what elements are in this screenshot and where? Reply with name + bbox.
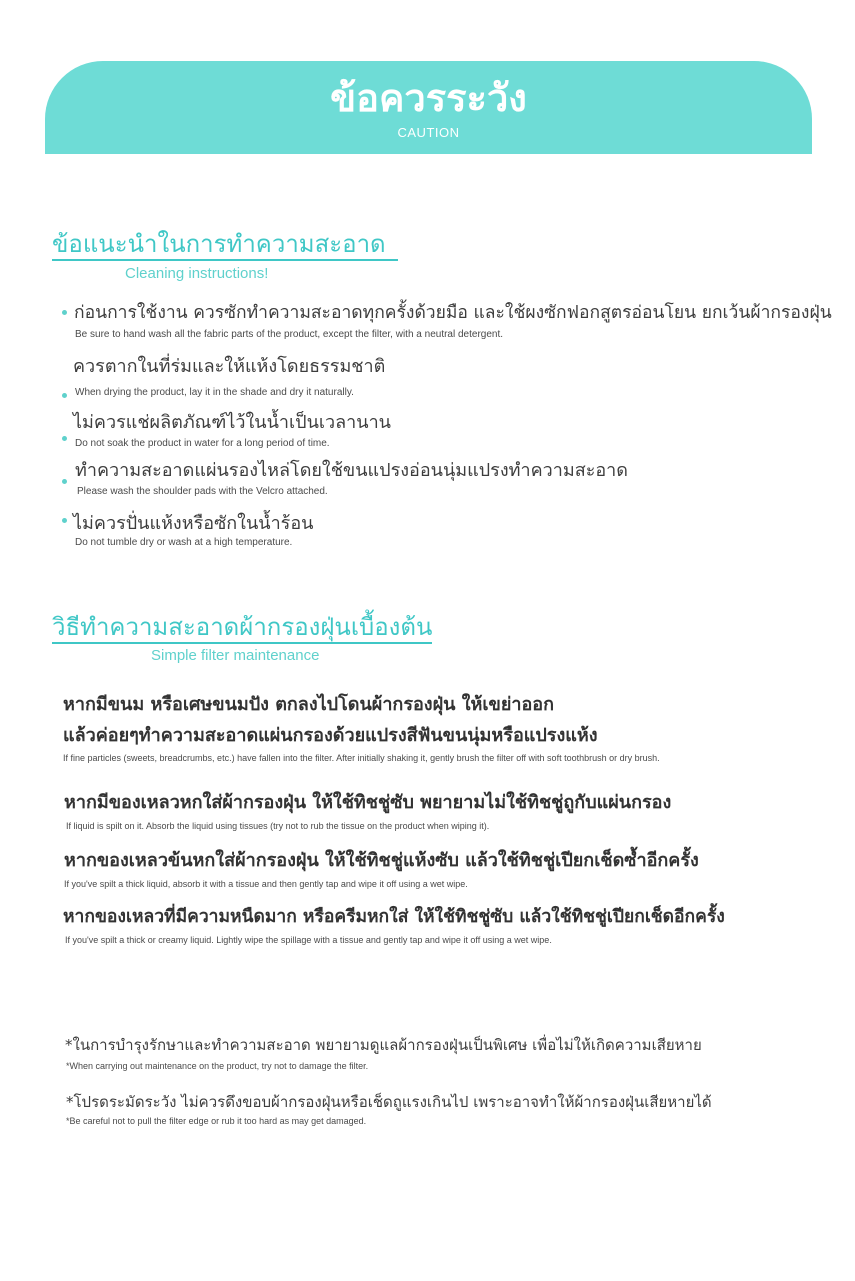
cleaning-item-th: ไม่ควรปั่นแห้งหรือซักในน้ำร้อน: [73, 513, 314, 534]
filter-item-th: หากมีของเหลวหกใส่ผ้ากรองฝุ่น ให้ใช้ทิชชู่ซับ พยายามไม่ใช้ทิชชู่ถูกับแผ่นกรอง: [64, 792, 672, 813]
cleaning-item-th: ไม่ควรแช่ผลิตภัณฑ์ไว้ในน้ำเป็นเวลานาน: [73, 412, 391, 433]
filter-heading: วิธีทำความสะอาดผ้ากรองฝุ่นเบื้องต้น: [52, 612, 432, 644]
note-th: *ในการบำรุงรักษาและทำความสะอาด พยายามดูแลผ้ากรองฝุ่นเป็นพิเศษ เพื่อไม่ให้เกิดความเสียหาย: [65, 1036, 702, 1054]
note-th: *โปรดระมัดระวัง ไม่ควรดึงขอบผ้ากรองฝุ่นหรือเช็ดถูแรงเกินไป เพราะอาจทำให้ผ้ากรองฝุ่นเสียหายได้: [66, 1093, 712, 1111]
cleaning-item-en: Please wash the shoulder pads with the Velcro attached.: [77, 486, 328, 497]
bullet-icon: [62, 436, 67, 441]
banner-subtitle: CAUTION: [397, 125, 460, 140]
cleaning-heading: ข้อแนะนำในการทำความสะอาด: [52, 229, 398, 261]
filter-item-en: If fine particles (sweets, breadcrumbs, etc.) have fallen into the filter. After initially shaking it, gently brush the filter off with soft toothbrush or dry brush.: [63, 753, 660, 763]
cleaning-item-en: Do not tumble dry or wash at a high temperature.: [75, 537, 293, 548]
filter-item-th: แล้วค่อยๆทำความสะอาดแผ่นกรองด้วยแปรงสีฟันขนนุ่มหรือแปรงแห้ง: [63, 725, 598, 746]
caution-banner: [45, 61, 812, 154]
filter-item-th: หากของเหลวที่มีความหนืดมาก หรือครีมหกใส่ ให้ใช้ทิชชู่ซับ แล้วใช้ทิชชู่เปียกเช็ดอีกครั้ง: [63, 907, 725, 927]
filter-item-th: หากของเหลวข้นหกใส่ผ้ากรองฝุ่น ให้ใช้ทิชชู่แห้งซับ แล้วใช้ทิชชู่เปียกเช็ดซ้ำอีกครั้ง: [64, 850, 699, 871]
bullet-icon: [62, 393, 67, 398]
note-en: *Be careful not to pull the filter edge or rub it too hard as may get damaged.: [66, 1116, 367, 1126]
cleaning-item-th: ทำความสะอาดแผ่นรองไหล่โดยใช้ขนแปรงอ่อนนุ่มแปรงทำความสะอาด: [75, 460, 628, 481]
cleaning-item-th: ควรตากในที่ร่มและให้แห้งโดยธรรมชาติ: [73, 356, 386, 377]
cleaning-item-en: Be sure to hand wash all the fabric parts of the product, except the filter, with a neutral detergent.: [75, 329, 504, 340]
banner-title: ข้อควรระวัง: [330, 76, 527, 120]
cleaning-item-en: When drying the product, lay it in the shade and dry it naturally.: [75, 387, 354, 398]
filter-subheading: Simple filter maintenance: [151, 647, 320, 664]
bullet-icon: [62, 479, 67, 484]
note-en: *When carrying out maintenance on the product, try not to damage the filter.: [66, 1061, 369, 1071]
cleaning-item-th: ก่อนการใช้งาน ควรซักทำความสะอาดทุกครั้งด้วยมือ และใช้ผงซักฟอกสูตรอ่อนโยน ยกเว้นผ้ากรองฝุ่น: [74, 303, 832, 323]
filter-item-en: If you've spilt a thick liquid, absorb it with a tissue and then gently tap and wipe it off using a wet wipe.: [64, 879, 468, 889]
filter-item-en: If you've spilt a thick or creamy liquid. Lightly wipe the spillage with a tissue and gently tap and wipe it off using a wet wipe.: [65, 935, 552, 945]
filter-item-th: หากมีขนม หรือเศษขนมปัง ตกลงไปโดนผ้ากรองฝุ่น ให้เขย่าออก: [63, 694, 554, 715]
bullet-icon: [62, 518, 67, 523]
bullet-icon: [62, 310, 67, 315]
filter-item-en: If liquid is spilt on it. Absorb the liquid using tissues (try not to rub the tissue on the product when wiping it).: [66, 821, 490, 831]
cleaning-subheading: Cleaning instructions!: [125, 265, 269, 282]
cleaning-item-en: Do not soak the product in water for a long period of time.: [75, 438, 330, 449]
